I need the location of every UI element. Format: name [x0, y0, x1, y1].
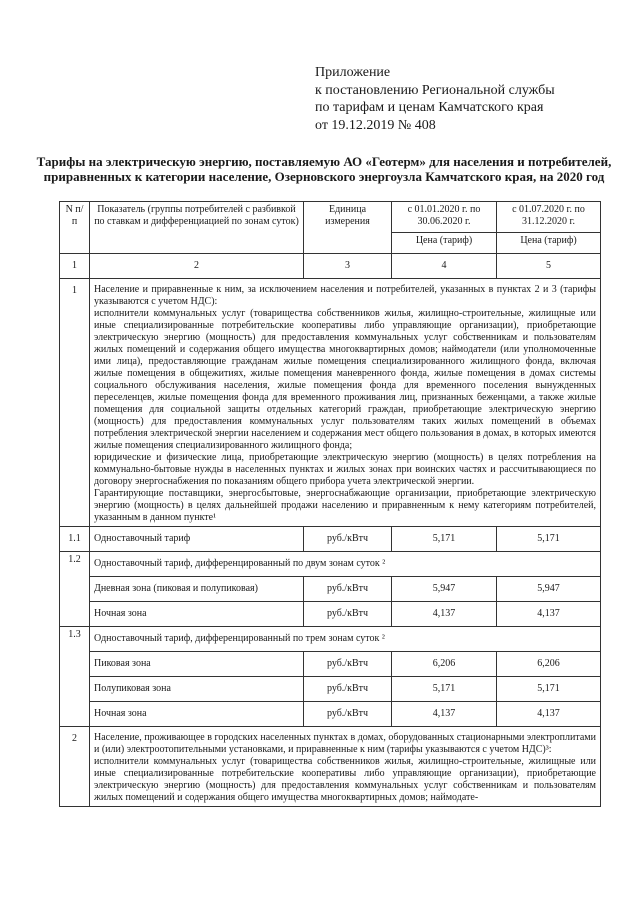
section-1-row — [60, 279, 601, 527]
row-number: 1.1 — [60, 527, 90, 552]
paragraph: Население и приравненные к ним, за исключением населения и потребителей, указанных в пунктах 2 и 3 (тарифы указываются с учетом НДС): — [94, 284, 596, 307]
col-num: 4 — [392, 254, 497, 279]
table-row — [60, 552, 601, 577]
table-row — [60, 652, 601, 677]
header-num: N п/п — [60, 202, 90, 254]
row-value-2: 5,947 — [497, 577, 601, 602]
appendix-block — [315, 64, 615, 134]
row-number: 1.3 — [60, 627, 90, 727]
row-number: 2 — [60, 727, 90, 807]
col-num: 2 — [90, 254, 304, 279]
row-label: Дневная зона (пиковая и полупиковая) — [90, 577, 304, 602]
row-unit: руб./кВтч — [304, 702, 392, 727]
document-title: Тарифы на электрическую энергию, поставляемую АО «Геотерм» для населения и потребителей, приравненных к категории население, Озерновского энергоузла Камчатского края, на 2020 год — [36, 154, 612, 184]
table-row — [60, 527, 601, 552]
paragraph: Гарантирующие поставщики, энергосбытовые, энергоснабжающие организации, приобретающие электрическую энергию (мощность) в целях дальнейшей продажи населению и приравненным к нему категориям потребителей, указанным в данном пункте¹ — [94, 488, 596, 523]
col-num: 3 — [304, 254, 392, 279]
row-value-1: 4,137 — [392, 702, 497, 727]
row-unit: руб./кВтч — [304, 602, 392, 627]
appendix-line: по тарифам и ценам Камчатского края — [315, 100, 544, 115]
appendix-line: Приложение — [315, 65, 391, 80]
header-price-1: Цена (тариф) — [392, 233, 497, 254]
header-unit: Единица измерения — [304, 202, 392, 254]
row-unit: руб./кВтч — [304, 527, 392, 552]
row-label: Ночная зона — [90, 602, 304, 627]
row-value-2: 6,206 — [497, 652, 601, 677]
row-label: Одноставочный тариф, дифференцированный по двум зонам суток ² — [90, 552, 601, 577]
row-value-1: 6,206 — [392, 652, 497, 677]
table-row — [60, 627, 601, 652]
row-label: Пиковая зона — [90, 652, 304, 677]
row-number: 1.2 — [60, 552, 90, 627]
row-value-1: 5,171 — [392, 677, 497, 702]
header-period-1: с 01.01.2020 г. по 30.06.2020 г. — [392, 202, 497, 233]
paragraph: юридические и физические лица, приобретающие электрическую энергию (мощность) в целях потребления на коммунально-бытовые нужды в населенных пунктах и жилых зонах при воинских частях и рассчитывающиеся по договору энергоснабжения по показаниям общего прибора учета электрической энергии. — [94, 452, 596, 487]
row-value-1: 4,137 — [392, 602, 497, 627]
row-unit: руб./кВтч — [304, 577, 392, 602]
table-row — [60, 702, 601, 727]
section-2-row — [60, 727, 601, 807]
header-price-2: Цена (тариф) — [497, 233, 601, 254]
paragraph: исполнители коммунальных услуг (товарищества собственников жилья, жилищно-строительные, жилищные или иные специализированные потребительские кооперативы либо управляющие организации), приобретающие электрическую энергию (мощность) для предоставления коммунальных услуг собственникам и пользователям жилых помещений и содержания общего имущества многоквартирных домов; наймодатели (или уполномоченные ими лица), предоставляющие гражданам жилые помещения специализированного жилищного фонда, включая жилые помещения в общежитиях, жилые помещения маневренного фонда, жилые помещения в домах системы социального обслуживания населения, жилые помещения фонда для временного поселения вынужденных переселенцев, жилые помещения фонда для временного проживания лиц, признанных беженцами, а также жилые помещения для социальной защиты отдельных категорий граждан, приобретающие электрическую энергию (мощность) для предоставления коммунальных услуг пользователям таких жилых помещений в объемах потребления электрической энергии населением и содержания мест общего пользования в домах, в которых имеются жилые помещения специализированного жилищного фонда; — [94, 308, 596, 451]
section-2-text — [90, 727, 601, 807]
paragraph: исполнители коммунальных услуг (товарищества собственников жилья, жилищно-строительные, жилищные или иные специализированные потребительские кооперативы либо управляющие организации), приобретающие электрическую энергию (мощность) для предоставления коммунальных услуг собственникам и пользователям жилых помещений и содержания общего имущества многоквартирных домов; наймодате- — [94, 756, 596, 803]
table-row — [60, 577, 601, 602]
header-period-2: с 01.07.2020 г. по 31.12.2020 г. — [497, 202, 601, 233]
col-num: 1 — [60, 254, 90, 279]
row-label: Одноставочный тариф — [90, 527, 304, 552]
appendix-line: от 19.12.2019 № 408 — [315, 117, 436, 133]
row-value-2: 4,137 — [497, 602, 601, 627]
column-numbers-row — [60, 254, 601, 279]
row-label: Одноставочный тариф, дифференцированный по трем зонам суток ² — [90, 627, 601, 652]
row-value-2: 5,171 — [497, 527, 601, 552]
row-label: Ночная зона — [90, 702, 304, 727]
col-num: 5 — [497, 254, 601, 279]
row-unit: руб./кВтч — [304, 677, 392, 702]
tariff-table — [59, 201, 601, 807]
header-indicator: Показатель (группы потребителей с разбивкой по ставкам и дифференциацией по зонам суток) — [90, 202, 304, 254]
row-value-2: 5,171 — [497, 677, 601, 702]
table-header-row — [60, 202, 601, 233]
row-value-1: 5,171 — [392, 527, 497, 552]
section-1-text — [90, 279, 601, 527]
table-row — [60, 677, 601, 702]
row-number: 1 — [60, 279, 90, 527]
paragraph: Население, проживающее в городских населенных пунктах в домах, оборудованных стационарными электроплитами и (или) электроотопительными установками, и приравненные к ним (тарифы указываются с учетом НДС)³: — [94, 732, 596, 755]
row-label: Полупиковая зона — [90, 677, 304, 702]
table-row — [60, 602, 601, 627]
row-unit: руб./кВтч — [304, 652, 392, 677]
row-value-2: 4,137 — [497, 702, 601, 727]
row-value-1: 5,947 — [392, 577, 497, 602]
appendix-line: к постановлению Региональной службы — [315, 82, 555, 98]
